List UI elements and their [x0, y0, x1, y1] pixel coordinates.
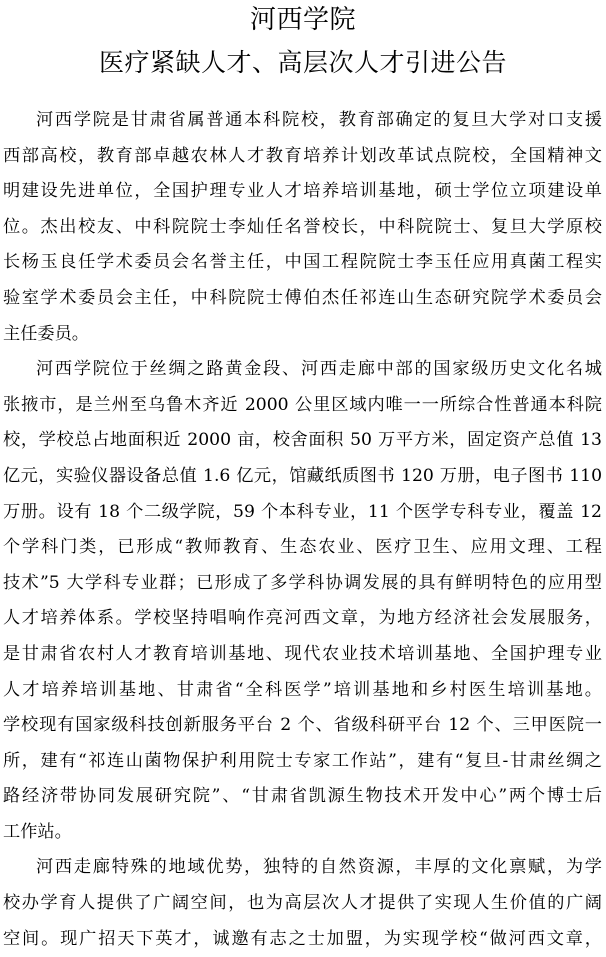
paragraph-line: 河西学院位于丝绸之路黄金段、河西走廊中部的国家级历史文化名城: [36, 359, 602, 380]
paragraph-location: [0, 352, 606, 850]
paragraph-line: 河西学院是甘肃省属普通本科院校，教育部确定的复旦大学对口支援: [36, 110, 602, 130]
paragraph-line: 主任委员。: [3, 323, 89, 344]
paragraph-line: 河西走廊特殊的地域优势，独特的自然资源，丰厚的文化禀赋，为学: [36, 857, 602, 878]
paragraph-line: 长杨玉良任学术委员会名誉主任，中国工程院院士李玉任应用真菌工程实: [3, 252, 602, 273]
paragraph-line: 明建设先进单位，全国护理专业人才培养培训基地，硕士学位立项建设单: [3, 181, 602, 202]
paragraph-line: 张掖市，是兰州至乌鲁木齐近 2000 公里区域内唯一一所综合性普通本科院: [3, 394, 602, 415]
document-title-line-2: 医疗紧缺人才、高层次人才引进公告: [98, 48, 507, 77]
paragraph-line: 技术”5 大学科专业群；已形成了多学科协调发展的具有鲜明特色的应用型: [3, 572, 602, 593]
document-body: [0, 103, 606, 957]
paragraph-line: 位。杰出校友、中科院院士李灿任名誉校长，中科院院士、复旦大学原校: [3, 216, 602, 237]
paragraph-line: 学校现有国家级科技创新服务平台 2 个、省级科研平台 12 个、三甲医院一: [3, 715, 602, 736]
paragraph-line: 工作站。: [3, 821, 72, 842]
paragraph-line: 所，建有“祁连山菌物保护利用院士专家工作站”，建有“复旦-甘肃丝绸之: [3, 750, 602, 771]
document-title-line-1: 河西学院: [249, 5, 356, 35]
paragraph-line: 校办学育人提供了广阔空间，也为高层次人才提供了实现人生价值的广阔: [3, 893, 602, 914]
paragraph-line: 空间。现广招天下英才，诚邀有志之士加盟，为实现学校“做河西文章，: [3, 928, 602, 949]
paragraph-line: 人才培养体系。学校坚持唱响作亮河西文章，为地方经济社会发展服务，: [3, 608, 602, 629]
paragraph-intro: [0, 103, 606, 352]
paragraph-line: 验室学术委员会主任，中科院院士傅伯杰任祁连山生态研究院学术委员会: [3, 287, 602, 308]
paragraph-line: 人才培养培训基地、甘肃省“全科医学”培训基地和乡村医生培训基地。: [3, 679, 602, 700]
paragraph-line: 亿元，实验仪器设备总值 1.6 亿元，馆藏纸质图书 120 万册，电子图书 110: [3, 465, 602, 486]
paragraph-line: 校，学校总占地面积近 2000 亩，校舍面积 50 万平方米，固定资产总值 13: [3, 430, 602, 451]
paragraph-line: 是甘肃省农村人才教育培训基地、现代农业技术培训基地、全国护理专业: [3, 643, 602, 664]
paragraph-line: 西部高校，教育部卓越农林人才教育培养计划改革试点院校，全国精神文: [3, 145, 602, 166]
paragraph-line: 路经济带协同发展研究院”、“甘肃省凯源生物技术开发中心”两个博士后: [3, 786, 602, 807]
paragraph-line: 万册。设有 18 个二级学院，59 个本科专业，11 个医学专科专业，覆盖 12: [3, 501, 602, 522]
paragraph-invitation: [0, 850, 606, 957]
paragraph-line: 个学科门类，已形成“教师教育、生态农业、医疗卫生、应用文理、工程: [3, 537, 602, 558]
